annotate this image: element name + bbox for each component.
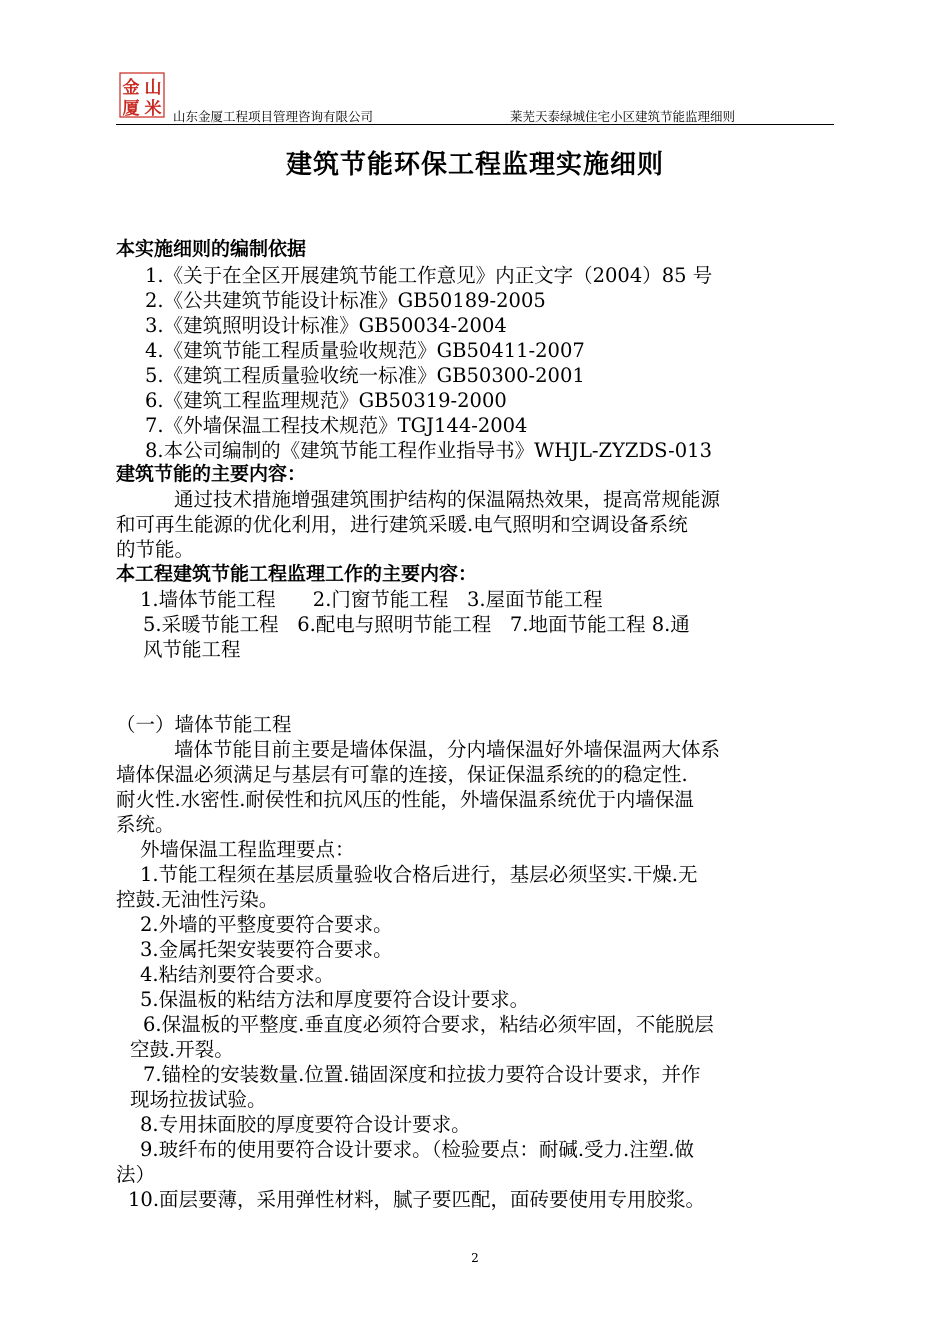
basis-item: 7.《外墙保温工程技术规范》TGJ144-2004 xyxy=(145,414,528,437)
basis-item: 2.《公共建筑节能设计标准》GB50189-2005 xyxy=(145,289,546,312)
point-line: 2.外墙的平整度要符合要求。 xyxy=(140,913,393,936)
paragraph-line: 的节能。 xyxy=(116,538,195,561)
point-line: 6.保温板的平整度.垂直度必须符合要求，粘结必须牢固，不能脱层 xyxy=(143,1013,714,1036)
point-line: 1.节能工程须在基层质量验收合格后进行，基层必须坚实.干燥.无 xyxy=(140,863,698,886)
supervision-line: 5.采暖节能工程 6.配电与照明节能工程 7.地面节能工程 8.通 xyxy=(143,613,690,636)
point-line: 9.玻纤布的使用要符合设计要求。（检验要点：耐碱.受力.注塑.做 xyxy=(140,1138,694,1161)
paragraph-line: 墙体保温必须满足与基层有可靠的连接，保证保温系统的的稳定性. xyxy=(116,763,688,786)
basis-item: 4.《建筑节能工程质量验收规范》GB50411-2007 xyxy=(145,339,585,362)
supervision-line: 1.墙体节能工程 2.门窗节能工程 3.屋面节能工程 xyxy=(140,588,603,611)
svg-text:米: 米 xyxy=(144,99,162,118)
svg-text:厦: 厦 xyxy=(122,99,140,118)
supervision-line: 风节能工程 xyxy=(143,638,241,661)
page-number: 2 xyxy=(471,1251,479,1265)
basis-item: 6.《建筑工程监理规范》GB50319-2000 xyxy=(145,389,507,412)
supervision-heading: 本工程建筑节能工程监理工作的主要内容： xyxy=(116,563,478,585)
point-line: 5.保温板的粘结方法和厚度要符合设计要求。 xyxy=(140,988,530,1011)
paragraph-line: 墙体节能目前主要是墙体保温，分内墙保温好外墙保温两大体系 xyxy=(174,738,721,761)
company-logo-mark xyxy=(119,72,165,118)
main-content-heading: 建筑节能的主要内容： xyxy=(116,463,307,485)
basis-item: 1.《关于在全区开展建筑节能工作意见》内正文字（2004）85 号 xyxy=(145,264,713,287)
basis-item: 5.《建筑工程质量验收统一标准》GB50300-2001 xyxy=(145,364,585,387)
paragraph-line: 耐火性.水密性.耐侯性和抗风压的性能，外墙保温系统优于内墙保温 xyxy=(116,788,694,811)
basis-item: 8.本公司编制的《建筑节能工程作业指导书》WHJL-ZYZDS-013 xyxy=(145,439,712,462)
svg-text:金: 金 xyxy=(122,78,140,98)
header-divider xyxy=(116,124,834,125)
document-title: 建筑节能环保工程监理实施细则 xyxy=(285,150,664,180)
point-line: 控鼓.无油性污染。 xyxy=(116,888,279,911)
point-line: 7.锚栓的安装数量.位置.锚固深度和拉拔力要符合设计要求，并作 xyxy=(143,1063,701,1086)
paragraph-line: 和可再生能源的优化利用，进行建筑采暖.电气照明和空调设备系统 xyxy=(116,513,688,536)
point-line: 4.粘结剂要符合要求。 xyxy=(140,963,335,986)
basis-heading: 本实施细则的编制依据 xyxy=(116,238,307,260)
svg-text:山: 山 xyxy=(144,78,162,98)
paragraph-line: 通过技术措施增强建筑围护结构的保温隔热效果，提高常规能源 xyxy=(174,488,721,511)
paragraph-line: 系统。 xyxy=(116,813,175,836)
point-line: 10.面层要薄，采用弹性材料，腻子要匹配，面砖要使用专用胶浆。 xyxy=(128,1188,706,1211)
company-logo xyxy=(119,72,165,118)
point-line: 现场拉拔试验。 xyxy=(130,1088,267,1111)
header-company-name: 山东金厦工程项目管理咨询有限公司 xyxy=(173,109,374,124)
header-project-name: 莱芜天泰绿城住宅小区建筑节能监理细则 xyxy=(510,109,736,124)
point-line: 3.金属托架安装要符合要求。 xyxy=(140,938,393,961)
point-line: 法） xyxy=(116,1163,156,1186)
point-line: 8.专用抹面胶的厚度要符合设计要求。 xyxy=(140,1113,471,1136)
wall-section-heading: （一）墙体节能工程 xyxy=(116,713,292,736)
point-line: 空鼓.开裂。 xyxy=(130,1038,234,1061)
basis-item: 3.《建筑照明设计标准》GB50034-2004 xyxy=(145,314,507,337)
points-heading: 外墙保温工程监理要点： xyxy=(140,838,355,861)
